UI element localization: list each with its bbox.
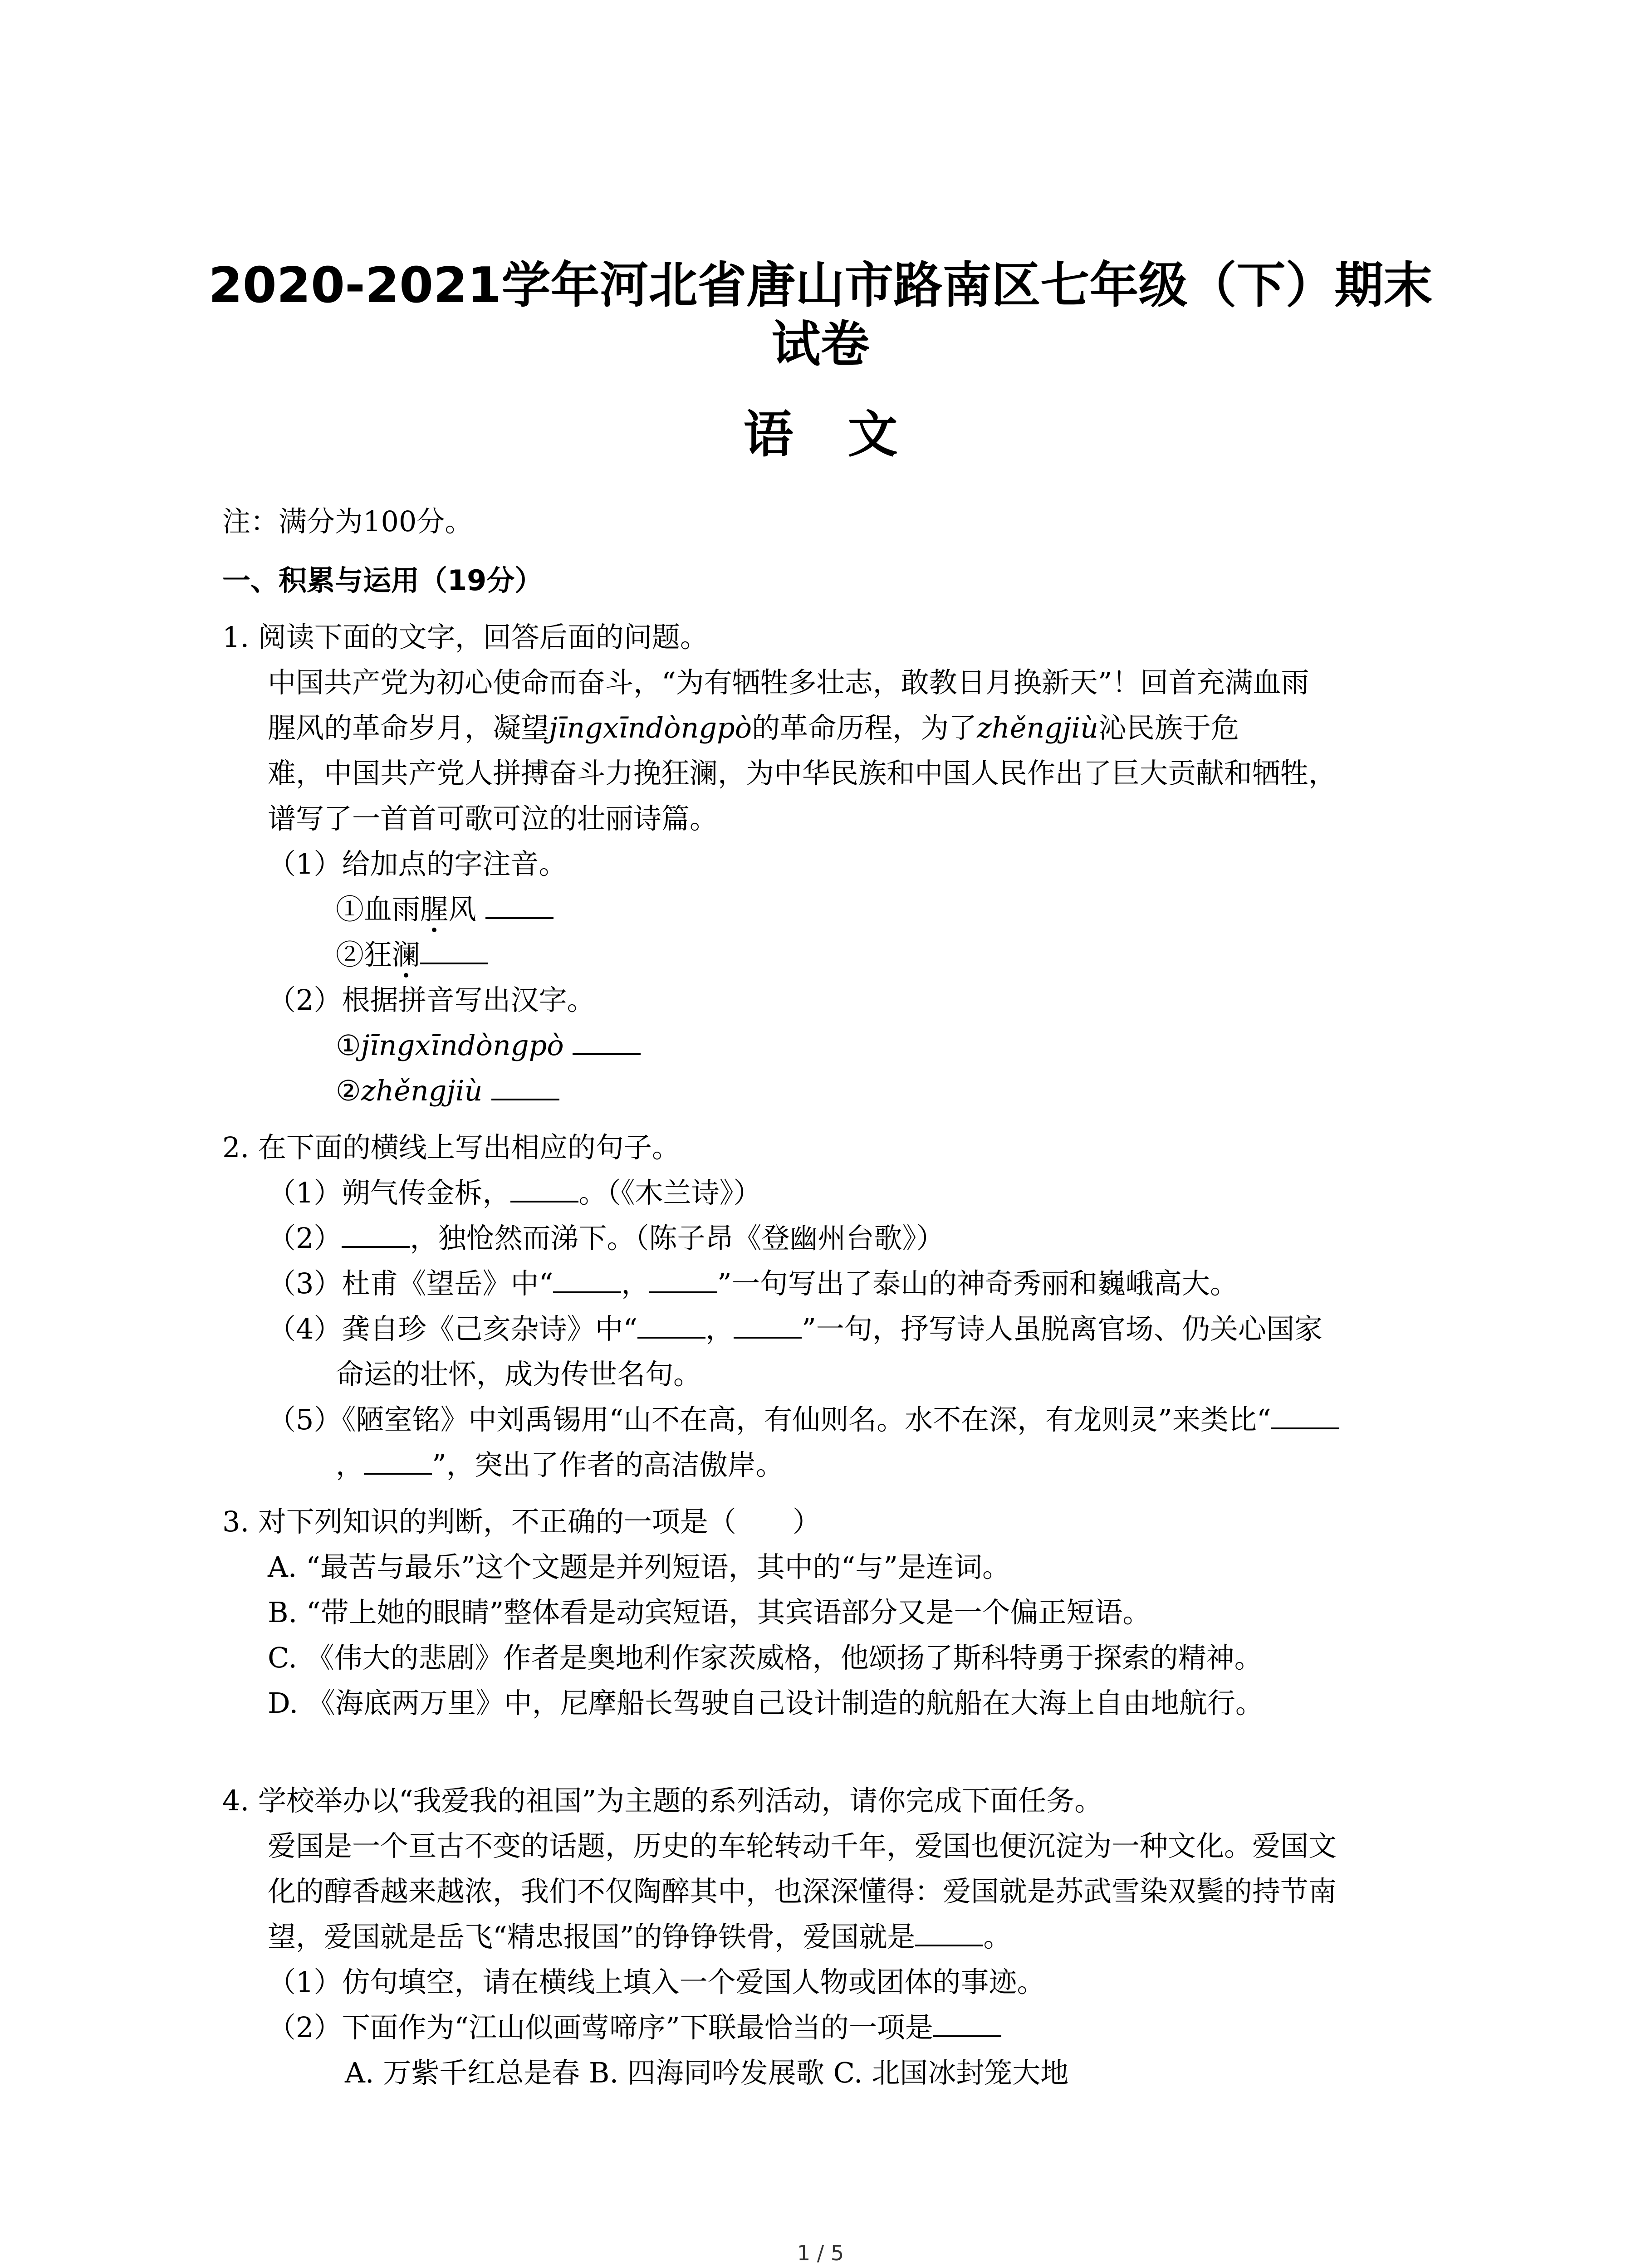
q1-sub2-b-pinyin: zhěngjiù	[361, 1074, 483, 1107]
q1-sub1-a-pre: ①血雨	[336, 893, 421, 926]
q1-sub1-a-dotted-char: 腥	[420, 893, 449, 926]
q4-para3-text-b: 。	[983, 1920, 1012, 1953]
q2-s3-text-a: （3）杜甫《望岳》中“	[268, 1267, 554, 1300]
q2-item-3	[268, 1266, 1238, 1302]
answer-blank[interactable]	[637, 1311, 705, 1339]
q2-s1-text-b: 。（《木兰诗》）	[578, 1176, 762, 1209]
q1-sub1-b-dotted-char: 澜	[392, 938, 421, 971]
subject-title: 语文	[743, 406, 952, 464]
q2-item-5-continued	[336, 1447, 784, 1483]
q3-stem: 3. 对下列知识的判断，不正确的一项是（ ）	[222, 1505, 821, 1538]
q1-sub1-b-pre: ②狂	[336, 938, 392, 971]
q1-para2-text-a: 腥风的革命岁月，凝望	[268, 711, 549, 744]
q4-paragraph-line-3	[268, 1919, 1011, 1955]
q3-option-c[interactable]: C. 《伟大的悲剧》作者是奥地利作家茨威格，他颂扬了斯科特勇于探索的精神。	[268, 1641, 1263, 1674]
answer-blank[interactable]	[485, 892, 554, 919]
answer-blank[interactable]	[734, 1311, 802, 1339]
q4-stem: 4. 学校举办以“我爱我的祖国”为主题的系列活动，请你完成下面任务。	[222, 1784, 1103, 1817]
q2-s1-text-a: （1）朔气传金柝，	[268, 1176, 511, 1209]
q3-option-d[interactable]: D. 《海底两万里》中，尼摩船长驾驶自己设计制造的航船在大海上自由地航行。	[268, 1686, 1264, 1720]
q2-s5-text-a: （5）《陋室铭》中刘禹锡用“山不在高，有仙则名。水不在深，有龙则灵”来类比“	[268, 1403, 1271, 1436]
q4-sub1: （1）仿句填空，请在横线上填入一个爱国人物或团体的事迹。	[268, 1965, 1045, 1999]
q1-para2-pinyin-1: jīngxīndòngpò	[549, 711, 752, 744]
q2-item-1	[268, 1175, 761, 1211]
q1-paragraph-line-3: 难，中国共产党人拼搏奋斗力挽狂澜，为中华民族和中国人民作出了巨大贡献和牺牲，	[268, 757, 1337, 790]
q1-sub2: （2）根据拼音写出汉字。	[268, 983, 595, 1017]
q4-sub2-text: （2）下面作为“江山似画莺啼序”下联最恰当的一项是	[268, 2011, 933, 2044]
answer-blank[interactable]	[342, 1221, 410, 1248]
q2-s3-text-b: ，	[621, 1267, 650, 1300]
answer-blank[interactable]	[553, 1266, 621, 1293]
answer-blank[interactable]	[420, 937, 488, 964]
exam-title-line-2: 试卷	[771, 316, 870, 373]
q4-paragraph-line-2: 化的醇香越来越浓，我们不仅陶醉其中，也深深懂得：爱国就是苏武雪染双鬓的持节南	[268, 1875, 1337, 1908]
q1-paragraph-line-2	[268, 710, 1239, 746]
q1-sub2-b-num: ②	[336, 1074, 361, 1107]
q1-sub1-a-post: 风	[448, 893, 477, 926]
q1-sub1-item-b	[336, 937, 488, 973]
q1-para2-text-b: 的革命历程，为了	[752, 711, 977, 744]
q1-paragraph-line-4: 谱写了一首首可歌可泣的壮丽诗篇。	[268, 802, 718, 835]
q2-s5-text-b: ，	[336, 1448, 364, 1481]
q2-item-4	[268, 1311, 1323, 1347]
q2-s2-text-b: ，独怆然而涕下。（陈子昂《登幽州台歌》）	[410, 1222, 945, 1255]
q3-option-b[interactable]: B. “带上她的眼睛”整体看是动宾短语，其宾语部分又是一个偏正短语。	[268, 1596, 1151, 1629]
q1-sub2-item-a	[336, 1027, 641, 1064]
q2-item-5	[268, 1402, 1339, 1438]
q2-item-4-continued: 命运的壮怀，成为传世名句。	[336, 1358, 702, 1391]
q2-item-2	[268, 1220, 944, 1256]
q1-sub1: （1）给加点的字注音。	[268, 847, 567, 880]
q4-sub2	[268, 2009, 1001, 2046]
q1-sub2-item-b	[336, 1073, 559, 1109]
q1-stem: 1. 阅读下面的文字，回答后面的问题。	[222, 621, 708, 654]
answer-blank[interactable]	[364, 1447, 432, 1475]
answer-blank[interactable]	[491, 1073, 559, 1100]
score-note: 注：满分为100分。	[222, 505, 473, 538]
answer-blank[interactable]	[915, 1919, 983, 1946]
q2-s5-text-c: ”，突出了作者的高洁傲岸。	[432, 1448, 784, 1481]
answer-blank[interactable]	[1271, 1402, 1339, 1429]
q2-s2-text-a: （2）	[268, 1222, 342, 1255]
q1-para2-pinyin-2: zhěngjiù	[977, 711, 1098, 744]
q2-s4-text-b: ，	[705, 1312, 734, 1345]
q4-paragraph-line-1: 爱国是一个亘古不变的话题，历史的车轮转动千年，爱国也便沉淀为一种文化。爱国文	[268, 1829, 1337, 1862]
q1-sub2-a-num: ①	[336, 1029, 361, 1062]
page-number: 1 / 5	[797, 2241, 844, 2265]
q4-para3-text-a: 望，爱国就是岳飞“精忠报国”的铮铮铁骨，爱国就是	[268, 1920, 916, 1953]
q2-s4-text-c: ”一句，抒写诗人虽脱离官场、仍关心国家	[802, 1312, 1323, 1345]
q1-paragraph-line-1: 中国共产党为初心使命而奋斗，“为有牺牲多壮志，敢教日月换新天”！回首充满血雨	[268, 666, 1309, 699]
q2-s3-text-c: ”一句写出了泰山的神奇秀丽和巍峨高大。	[717, 1267, 1238, 1300]
q1-sub2-a-pinyin: jīngxīndòngpò	[361, 1029, 564, 1062]
q2-stem: 2. 在下面的横线上写出相应的句子。	[222, 1131, 680, 1164]
q3-option-a[interactable]: A. “最苦与最乐”这个文题是并列短语，其中的“与”是连词。	[268, 1550, 1010, 1584]
q4-sub2-options[interactable]: A. 万紫千红总是春 B. 四海同吟发展歌 C. 北国冰封笼大地	[345, 2056, 1069, 2089]
q2-s4-text-a: （4）龚自珍《己亥杂诗》中“	[268, 1312, 638, 1345]
exam-title-line-1: 2020-2021学年河北省唐山市路南区七年级（下）期末	[208, 257, 1433, 314]
answer-blank[interactable]	[573, 1028, 641, 1055]
q1-para2-text-c: 沁民族于危	[1098, 711, 1239, 744]
section-1-heading: 一、积累与运用（19分）	[222, 564, 543, 597]
answer-blank[interactable]	[649, 1266, 717, 1293]
answer-blank[interactable]	[510, 1175, 578, 1202]
answer-blank[interactable]	[933, 2010, 1001, 2037]
q1-sub1-item-a	[336, 891, 554, 928]
